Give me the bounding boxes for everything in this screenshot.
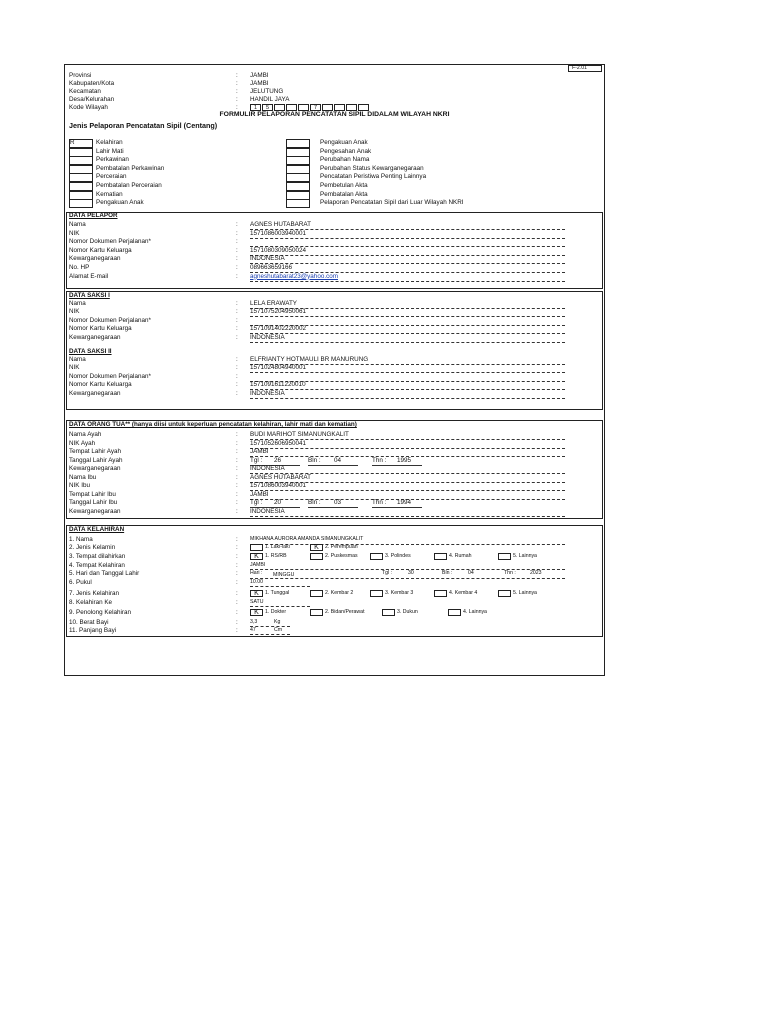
kabupaten-value: JAMBI [250, 80, 269, 87]
jenis-right-label: Pembatalan Akta [320, 190, 368, 198]
desa-value: HANDIL JAYA [250, 96, 290, 103]
ortu-label: Tempat Lahir Ibu [69, 490, 116, 498]
field-value[interactable]: LELA ERAWATY [250, 300, 298, 307]
jenis-right-label: Pengakuan Anak [320, 139, 368, 146]
jenis-checkbox[interactable]: R [69, 139, 93, 148]
field-underline [250, 389, 565, 390]
field-value[interactable]: 1571080309050024 [250, 246, 307, 254]
nama-bayi[interactable]: MIKHANA AURORA AMANDA SIMANUNGKALIT [250, 536, 364, 542]
colon: : [236, 499, 238, 506]
ortu-label: Kewarganegaraan [69, 465, 121, 472]
kecamatan-value: JELUTUNG [250, 88, 284, 95]
field-label: Kewarganegaraan [69, 255, 121, 263]
field-underline [250, 606, 310, 607]
berat-value[interactable]: 3,3 [250, 619, 258, 625]
field-underline [372, 507, 422, 508]
colon: : [236, 333, 238, 341]
ortu-title: DATA ORANG TUA** (hanya diisi untuk keperluan pencatatan kelahiran, lahir mati dan kematian) [69, 421, 357, 428]
jenis-checkbox[interactable] [69, 199, 93, 208]
jenis-kelahiran-opt: 1. Tunggal [265, 590, 290, 596]
field-label: No. HP [69, 264, 90, 271]
field-label: Nama [69, 356, 86, 363]
thn-value[interactable]: 2023 [530, 570, 542, 576]
tempat-checkbox[interactable] [370, 553, 383, 560]
jenis-kelahiran-checkbox[interactable] [498, 590, 511, 597]
jenis-left-label: Pembatalan Perkawinan [96, 164, 165, 172]
jenis-left-label: Perkawinan [96, 156, 129, 164]
kelahiran-label: 2. Jenis Kelamin [69, 544, 116, 551]
colon: : [236, 80, 238, 87]
tempat-opt: 1. RS/RB [265, 553, 287, 559]
colon: : [236, 96, 238, 103]
kelahiran-label: 7. Jenis Kelahiran [69, 590, 120, 597]
jenis-kelahiran-checkbox[interactable] [370, 590, 383, 597]
tgl-value[interactable]: 20 [274, 499, 282, 506]
field-value[interactable]: 1571024804940001 [250, 364, 307, 372]
jenis-checkbox[interactable] [286, 199, 310, 208]
bln-label: Bln : [308, 456, 321, 464]
kode-digit-box[interactable]: 7 [310, 104, 321, 111]
kode-digit-box[interactable] [358, 104, 369, 111]
jenis-right-label: Pencatatan Peristiwa Penting Lainnya [320, 173, 427, 181]
jenis-kelahiran-opt: 3. Kembar 3 [385, 590, 414, 596]
ortu-label: Tempat Lahir Ayah [69, 448, 122, 455]
form-code: F-2.01 [572, 65, 587, 71]
hari-label: Hari : [250, 570, 263, 576]
jenis-left-label: Lahir Mati [96, 147, 124, 155]
thn-value[interactable]: 1994 [397, 499, 412, 506]
field-underline [250, 342, 565, 343]
jenis-right-label: Perubahan Nama [320, 156, 370, 164]
bln-value[interactable]: 04 [468, 570, 474, 576]
kode-digit-box[interactable] [334, 104, 345, 111]
saksi2-title: DATA SAKSI II [69, 348, 112, 355]
pelapor-title: DATA PELAPOR [69, 212, 118, 219]
panjang-value[interactable]: 47 [250, 627, 256, 633]
colon: : [236, 562, 238, 569]
colon: : [236, 300, 238, 307]
penolong-opt: 1. Dokter [265, 609, 287, 615]
ortu-label: Tanggal Lahir Ayah [69, 456, 123, 464]
colon: : [236, 308, 238, 316]
field-underline [250, 255, 565, 256]
colon: : [236, 246, 238, 254]
jenis-left-label: Kematian [96, 190, 123, 198]
field-underline [250, 544, 565, 545]
ortu-value[interactable]: INDONESIA [250, 465, 285, 472]
colon: : [236, 465, 238, 472]
ortu-value[interactable]: BUDI MARIHOT SIMANUNGKALIT [250, 431, 349, 438]
field-label: Kewarganegaraan [69, 389, 121, 397]
penolong-opt: 2. Bidan/Perawat [325, 609, 365, 615]
jk-checkbox-2[interactable]: K [310, 544, 323, 551]
thn-value[interactable]: 1995 [397, 456, 412, 464]
desa-label: Desa/Kelurahan [69, 96, 115, 103]
tempat-opt: 3. Polindes [385, 553, 411, 559]
jenis-right-label: Pelaporan Pencatatan Sipil dari Luar Wilayah NKRI [320, 199, 464, 207]
bln-value[interactable]: 04 [334, 456, 342, 464]
panjang-unit: Cm [274, 627, 283, 633]
ortu-label: NIK Ayah [69, 439, 96, 447]
colon: : [236, 72, 238, 79]
colon: : [236, 229, 238, 237]
field-label: Nama [69, 300, 86, 307]
kelahiran-label: 1. Nama [69, 536, 93, 543]
colon: : [236, 544, 238, 551]
colon: : [236, 381, 238, 389]
jenis-title: Jenis Pelaporan Pencatatan Sipil (Centang) [69, 121, 218, 130]
colon: : [236, 448, 238, 455]
colon: : [236, 609, 238, 616]
saksi1-title: DATA SAKSI I [69, 292, 110, 299]
colon: : [236, 553, 238, 560]
ortu-value[interactable]: AGNES HUTABARAT [250, 473, 311, 481]
ortu-value[interactable]: JAMBI [250, 490, 269, 498]
kelahiran-label: 3. Tempat dilahirkan [69, 553, 126, 560]
field-underline [250, 448, 565, 449]
kelahiran-label: 8. Kelahiran Ke [69, 599, 113, 606]
tgl-label: Tgl : [382, 570, 393, 576]
colon: : [236, 356, 238, 363]
jenis-kelahiran-checkbox[interactable] [434, 590, 447, 597]
jenis-kelahiran-opt: 2. Kembar 2 [325, 590, 354, 596]
provinsi-value: JAMBI [250, 72, 269, 79]
field-label: Alamat E-mail [69, 272, 109, 280]
field-underline [250, 263, 565, 264]
kode-digit-box[interactable]: 1 [250, 104, 261, 111]
field-label: Nomor Kartu Keluarga [69, 325, 132, 333]
tempat-opt: 5. Lainnya [513, 553, 537, 559]
form-title: FORMULIR PELAPORAN PENCATATAN SIPIL DIDALAM WILAYAH NKRI [219, 111, 450, 118]
penolong-checkbox[interactable] [382, 609, 395, 616]
field-underline [250, 634, 290, 635]
jenis-left-label: Kelahiran [96, 139, 123, 146]
kecamatan-label: Kecamatan [69, 88, 101, 95]
kode-digit-box[interactable] [298, 104, 309, 111]
thn-label: Thn : [372, 456, 387, 464]
colon: : [236, 238, 238, 246]
kelahiran-label: 10. Berat Bayi [69, 619, 109, 626]
ortu-value[interactable]: 1571052606950041 [250, 439, 307, 447]
field-value[interactable]: 089663659166 [250, 264, 293, 271]
kelahiran-label: 9. Penolong Kelahiran [69, 609, 131, 616]
field-label: Nama [69, 221, 86, 228]
ortu-label: NIK Ibu [69, 482, 90, 489]
field-label: Nomor Dokumen Perjalanan* [69, 372, 151, 380]
jk-opt-1: 1. Laki-laki [265, 544, 290, 550]
kelahiran-label: 4. Tempat Kelahiran [69, 562, 125, 569]
ortu-label: Tanggal Lahir Ibu [69, 499, 118, 506]
hari-value[interactable]: MINGGU [273, 572, 295, 578]
field-underline [250, 372, 565, 373]
tgl-label: Tgl : [250, 456, 263, 464]
colon: : [236, 599, 238, 606]
colon: : [236, 579, 238, 586]
kode-digit-box[interactable] [322, 104, 333, 111]
kelahiran-label: 11. Panjang Bayi [69, 627, 117, 634]
colon: : [236, 439, 238, 447]
jenis-left-label: Pembatalan Perceraian [96, 182, 162, 189]
colon: : [236, 389, 238, 397]
field-value[interactable]: INDONESIA [250, 389, 285, 397]
jk-checkbox-1[interactable] [250, 544, 263, 551]
field-label: Nomor Kartu Keluarga [69, 381, 132, 389]
field-value[interactable]: 1571086003940001 [250, 229, 307, 237]
ortu-value[interactable]: INDONESIA [250, 507, 285, 515]
field-underline [372, 465, 422, 466]
penolong-opt: 4. Lainnya [463, 609, 487, 615]
kelahiran-label: 6. Pukul [69, 579, 92, 586]
colon: : [236, 104, 238, 111]
thn-label: Thn : [504, 570, 516, 576]
colon: : [236, 372, 238, 380]
kode-wilayah-label: Kode Wilayah [69, 104, 108, 111]
kode-digit-box[interactable] [286, 104, 297, 111]
tempat-checkbox[interactable] [498, 553, 511, 560]
field-underline [308, 465, 358, 466]
ortu-label: Nama Ibu [69, 473, 97, 481]
penolong-checkbox[interactable]: K [250, 609, 263, 616]
field-label: Kewarganegaraan [69, 333, 121, 341]
ortu-value[interactable]: JAMBI [250, 448, 269, 455]
colon: : [236, 316, 238, 324]
field-underline [250, 316, 565, 317]
bln-label: Bln : [442, 570, 453, 576]
jenis-left-label: Perceraian [96, 173, 127, 181]
colon: : [236, 627, 238, 634]
field-underline [250, 516, 565, 517]
field-label: NIK [69, 364, 80, 372]
colon: : [236, 507, 238, 515]
field-underline [250, 398, 565, 399]
field-value[interactable]: ELFRIANTY HOTMAULI BR MANURUNG [250, 356, 369, 363]
kabupaten-label: Kabupaten/Kota [69, 80, 115, 87]
field-underline [250, 281, 565, 282]
jenis-left-label: Pengakuan Anak [96, 199, 144, 207]
colon: : [236, 482, 238, 489]
field-underline [250, 333, 565, 334]
colon: : [236, 570, 238, 577]
tempat-checkbox[interactable]: K [250, 553, 263, 560]
kode-digit-box[interactable]: 5 [262, 104, 273, 111]
field-label: Nomor Kartu Keluarga [69, 246, 132, 254]
tempat-opt: 4. Rumah [449, 553, 472, 559]
colon: : [236, 473, 238, 481]
colon: : [236, 364, 238, 372]
colon: : [236, 221, 238, 228]
colon: : [236, 272, 238, 280]
colon: : [236, 619, 238, 626]
field-label: Nomor Dokumen Perjalanan* [69, 316, 151, 324]
bln-value[interactable]: 03 [334, 499, 342, 506]
colon: : [236, 431, 238, 438]
colon: : [236, 88, 238, 95]
field-underline [250, 490, 565, 491]
jenis-kelahiran-opt: 4. Kembar 4 [449, 590, 478, 596]
field-value[interactable]: 1571091611220010 [250, 381, 306, 389]
kode-digit-box[interactable] [346, 104, 357, 111]
field-label: NIK [69, 308, 80, 316]
kelahiran-title: DATA KELAHIRAN [69, 526, 125, 533]
tempat-checkbox[interactable] [310, 553, 323, 560]
tgl-label: Tgl : [250, 499, 263, 506]
jk-opt-2: 2. Perempuan [325, 544, 358, 550]
field-value[interactable]: 1571075204950061 [250, 308, 307, 316]
colon: : [236, 255, 238, 263]
berat-unit: Kg [274, 619, 281, 625]
jenis-right-label: Pembetulan Akta [320, 182, 368, 189]
jenis-kelahiran-checkbox[interactable] [310, 590, 323, 597]
kode-digit-box[interactable] [274, 104, 285, 111]
ortu-label: Nama Ayah [69, 431, 102, 438]
tgl-value[interactable]: 30 [408, 570, 414, 576]
jenis-right-label: Pengesahan Anak [320, 147, 372, 155]
field-value[interactable]: agneshutabarat23@yahoo.com [250, 272, 338, 280]
ortu-value[interactable]: 1571086003940001 [250, 482, 307, 489]
provinsi-label: Provinsi [69, 72, 92, 79]
thn-label: Thn : [372, 499, 387, 506]
field-value[interactable]: AGNES HUTABARAT [250, 221, 311, 228]
colon: : [236, 325, 238, 333]
field-value[interactable]: INDONESIA [250, 255, 285, 263]
tempat-checkbox[interactable] [434, 553, 447, 560]
field-underline [308, 507, 358, 508]
field-value[interactable]: INDONESIA [250, 333, 285, 341]
tgl-value[interactable]: 26 [274, 456, 282, 464]
form-page [64, 64, 605, 676]
colon: : [236, 590, 238, 597]
ortu-label: Kewarganegaraan [69, 507, 121, 515]
penolong-checkbox[interactable] [310, 609, 323, 616]
pukul-value[interactable]: 10.00 [250, 579, 263, 585]
colon: : [236, 264, 238, 271]
tempat-kelahiran-value[interactable]: JAMBI [250, 562, 266, 568]
field-label: Nomor Dokumen Perjalanan* [69, 238, 151, 246]
bln-label: Bln : [308, 499, 321, 506]
kelahiran-label: 5. Hari dan Tanggal Lahir [69, 570, 140, 577]
field-underline [250, 238, 565, 239]
field-value[interactable]: 1571091402220002 [250, 325, 307, 333]
field-label: NIK [69, 229, 80, 237]
field-underline [250, 626, 290, 627]
penolong-opt: 3. Dukun [397, 609, 418, 615]
field-underline [250, 586, 310, 587]
jenis-kelahiran-opt: 5. Lainnya [513, 590, 537, 596]
tempat-opt: 2. Puskesmas [325, 553, 358, 559]
colon: : [236, 490, 238, 498]
colon: : [236, 456, 238, 464]
colon: : [236, 536, 238, 543]
penolong-checkbox[interactable] [448, 609, 461, 616]
jenis-right-label: Perubahan Status Kewarganegaraan [320, 164, 424, 172]
jenis-kelahiran-checkbox[interactable]: K [250, 590, 263, 597]
kelahiran-ke-value[interactable]: SATU [250, 599, 264, 605]
field-underline [250, 578, 565, 579]
